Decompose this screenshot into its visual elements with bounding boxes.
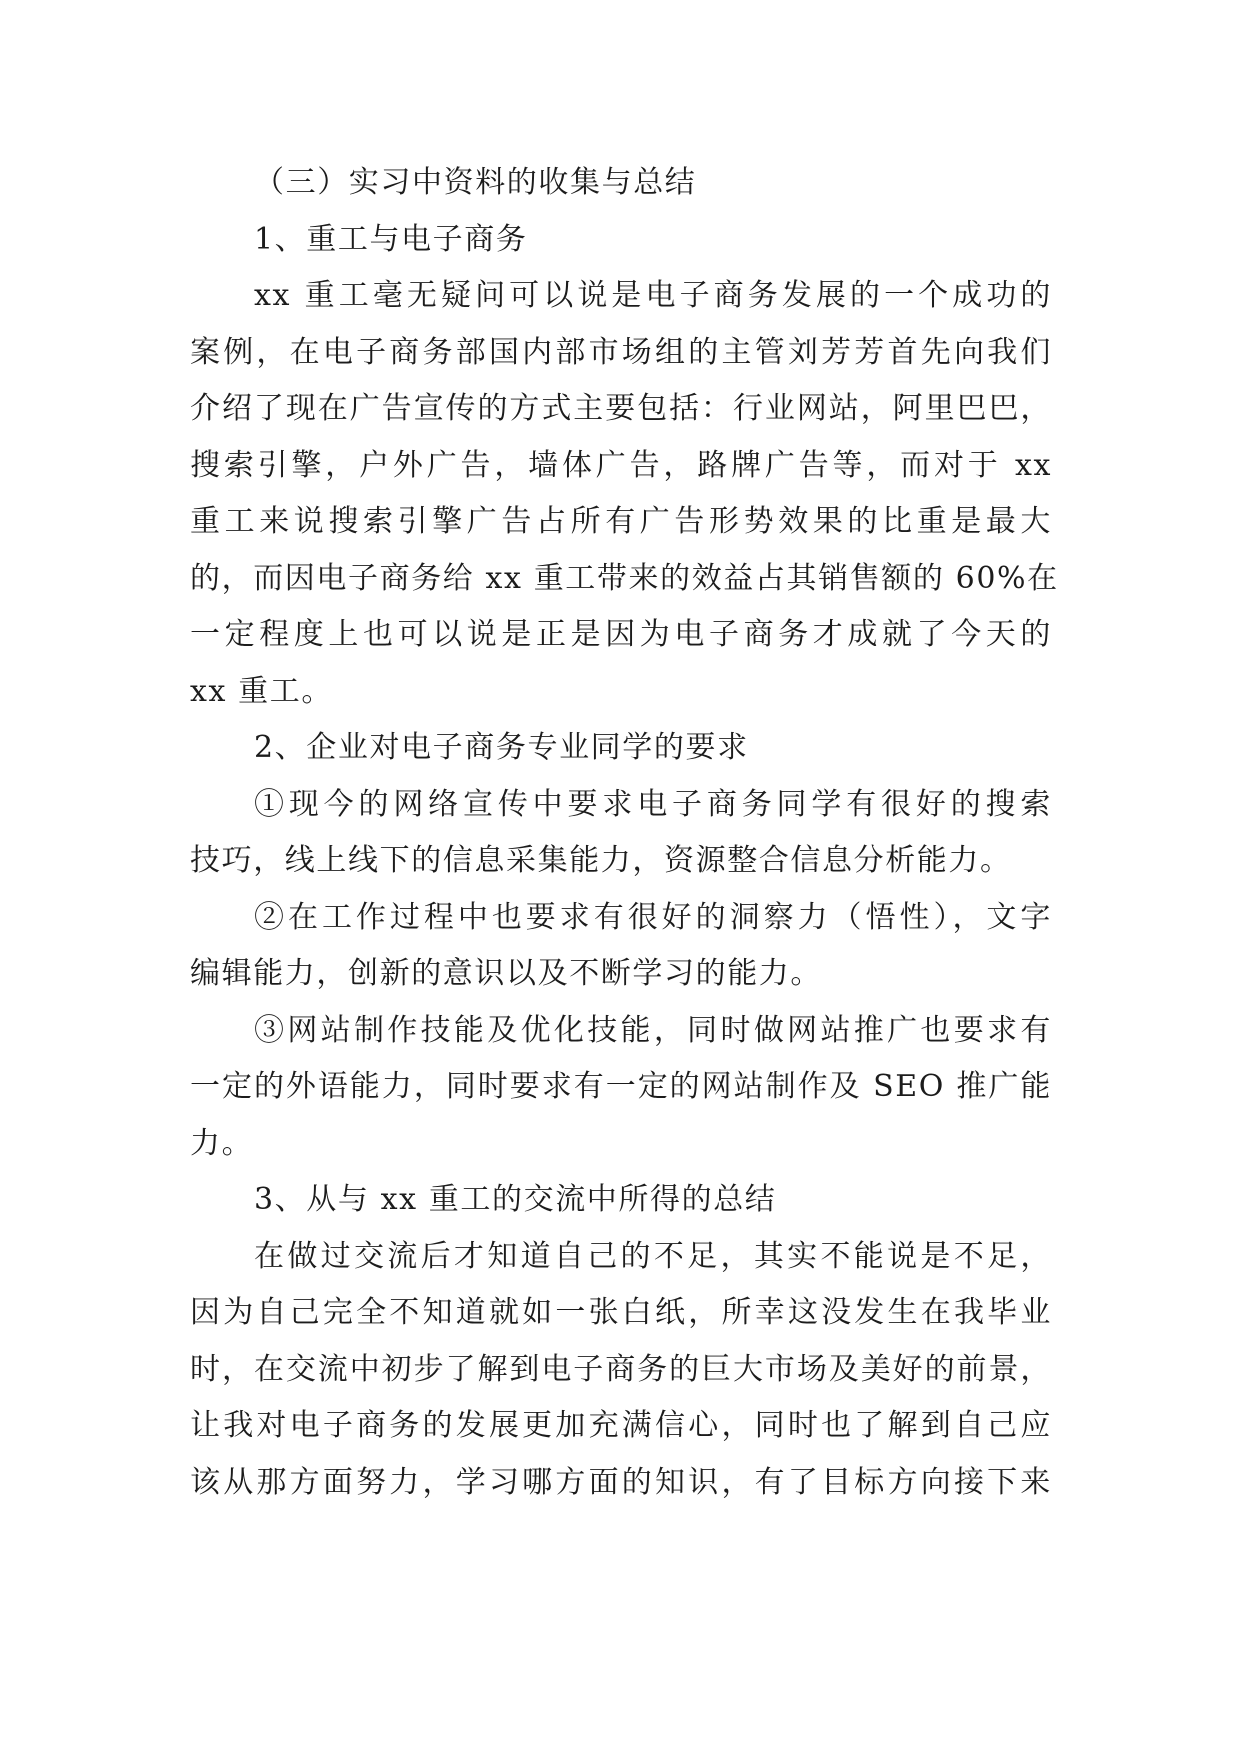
paragraph-line: xx 重工毫无疑问可以说是电子商务发展的一个成功的 xyxy=(254,278,1052,313)
item2-point3 xyxy=(190,1003,1052,1173)
paragraph-line: ③网站制作技能及优化技能，同时做网站推广也要求有 xyxy=(254,1012,1052,1048)
paragraph-line: 搜索引擎，户外广告，墙体广告，路牌广告等，而对于 xx xyxy=(190,447,1052,483)
item1-heading: 1、重工与电子商务 xyxy=(254,221,528,257)
paragraph-line: 在做过交流后才知道自己的不足，其实不能说是不足， xyxy=(254,1238,1052,1274)
paragraph-line: 介绍了现在广告宣传的方式主要包括：行业网站，阿里巴巴， xyxy=(190,391,1052,426)
paragraph-line: 重工来说搜索引擎广告占所有广告形势效果的比重是最大 xyxy=(190,504,1052,539)
paragraph-line: 案例，在电子商务部国内部市场组的主管刘芳芳首先向我们 xyxy=(190,334,1052,370)
item2-point1 xyxy=(190,777,1052,890)
paragraph-line: 一定程度上也可以说是正是因为电子商务才成就了今天的 xyxy=(190,617,1052,652)
paragraph-line: 让我对电子商务的发展更加充满信心，同时也了解到自己应 xyxy=(190,1408,1052,1443)
paragraph-line: ②在工作过程中也要求有很好的洞察力（悟性），文字 xyxy=(254,899,1052,935)
paragraph-line: 一定的外语能力，同时要求有一定的网站制作及 SEO 推广能 xyxy=(190,1069,1052,1104)
paragraph-line: 的，而因电子商务给 xx 重工带来的效益占其销售额的 60%在 xyxy=(190,560,1059,596)
paragraph-line: 技巧，线上线下的信息采集能力，资源整合信息分析能力。 xyxy=(190,843,1012,878)
paragraph-line: 时，在交流中初步了解到电子商务的巨大市场及美好的前景， xyxy=(190,1351,1052,1387)
paragraph-line: 编辑能力，创新的意识以及不断学习的能力。 xyxy=(190,956,822,991)
paragraph-line: 该从那方面努力，学习哪方面的知识，有了目标方向接下来 xyxy=(190,1464,1052,1500)
item2-point2 xyxy=(190,890,1052,1003)
paragraph-line: 力。 xyxy=(190,1125,254,1161)
paragraph-line: xx 重工。 xyxy=(190,673,333,709)
item1-paragraph xyxy=(190,268,1059,720)
document-body xyxy=(190,155,1059,1511)
item3-heading: 3、从与 xx 重工的交流中所得的总结 xyxy=(254,1182,777,1217)
section-title: （三）实习中资料的收集与总结 xyxy=(254,165,697,200)
paragraph-line: ①现今的网络宣传中要求电子商务同学有很好的搜索 xyxy=(254,786,1052,822)
paragraph-line: 因为自己完全不知道就如一张白纸，所幸这没发生在我毕业 xyxy=(190,1295,1052,1330)
item2-heading: 2、企业对电子商务专业同学的要求 xyxy=(254,730,749,765)
item3-paragraph xyxy=(190,1229,1052,1512)
